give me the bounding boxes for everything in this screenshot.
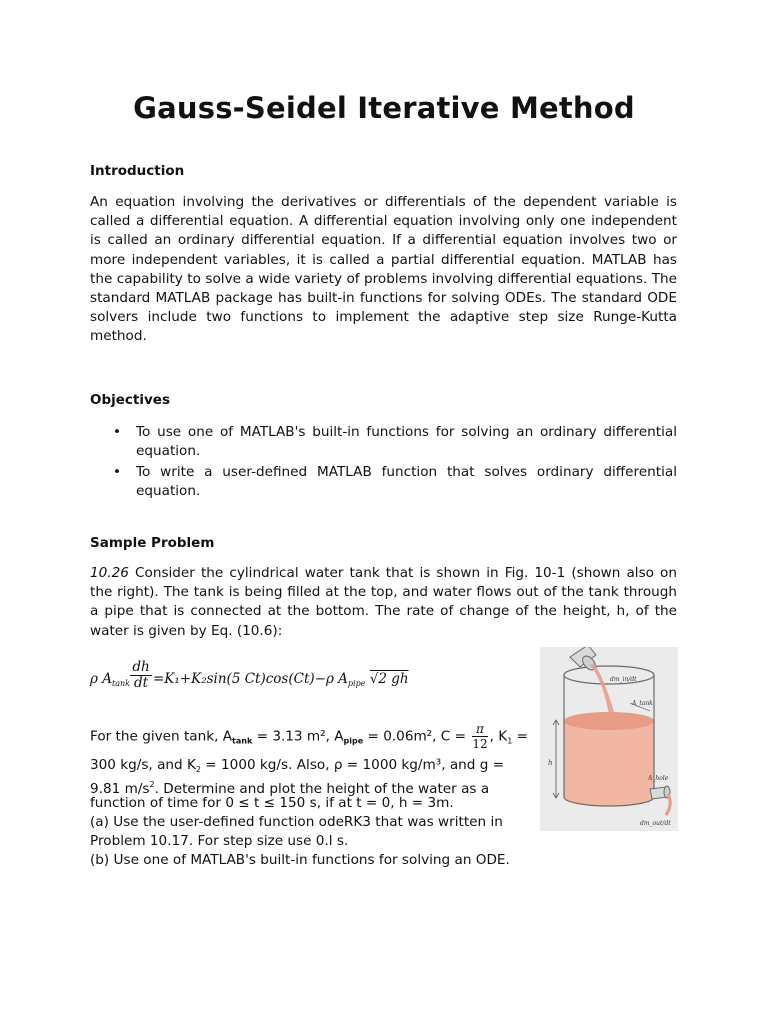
a-tank-label: A_tank xyxy=(632,700,653,707)
eq-lhs-text: ρ A xyxy=(90,671,112,687)
eq-derivative xyxy=(130,660,152,691)
water-body xyxy=(564,721,654,806)
intro-line: The standard MATLAB package has built-in functions for solving ODEs. The standard xyxy=(90,270,678,307)
objectives-heading: Objectives xyxy=(90,392,170,408)
given-text: 9.81 m/s xyxy=(90,781,150,797)
problem-line: through a pipe that is connected at the bottom. The rate of change of the height, h, xyxy=(90,584,677,620)
intro-line: the capability to solve a wide variety of problems involving differential equations. xyxy=(90,270,648,287)
eq-dh: dh xyxy=(130,660,152,676)
page-title: Gauss-Seidel Iterative Method xyxy=(133,91,635,125)
a-tank-sub: tank xyxy=(232,736,253,746)
problem-number: 10.26 xyxy=(90,565,129,581)
given-text: , K xyxy=(489,728,508,745)
dm-in-label: dm_in/dt xyxy=(610,676,637,683)
a-hole-label: A_hole xyxy=(648,775,669,782)
a-pipe-sub: pipe xyxy=(343,736,364,746)
given-row-4: function of time for 0 ≤ t ≤ 150 s, if at t = 0, h = 3m. xyxy=(90,795,454,811)
introduction-heading: Introduction xyxy=(90,163,185,179)
intro-line: is called an ordinary differential equation. If a differential equation involves two or xyxy=(90,232,677,249)
intro-line: An equation involving the derivatives or differentials of the dependent variable is xyxy=(90,194,677,210)
k2-sub: 2 xyxy=(195,765,201,774)
given-text: For the given tank, A xyxy=(90,728,233,745)
eq-rhs-text: =K₁+K₂sin(5 Ct)cos(Ct)−ρ A xyxy=(153,671,348,687)
given-row-1 xyxy=(90,722,528,751)
eq-lhs xyxy=(90,671,130,688)
given-text: . Determine and plot the height of the water as a xyxy=(154,781,490,797)
sample-problem-heading: Sample Problem xyxy=(90,535,215,551)
h-label: h xyxy=(548,759,553,767)
list-item: • To write a user-defined MATLAB function that solves ordinary differential equation. xyxy=(90,463,677,502)
problem-line: Consider the cylindrical water tank that is shown in Fig. 10-1 (shown also on xyxy=(135,565,677,581)
k1-sub: 1 xyxy=(507,736,513,746)
pi-symbol: π xyxy=(472,722,487,737)
water-surface xyxy=(564,712,654,730)
water-tank-illustration xyxy=(540,647,678,831)
intro-line: ODE solvers include two functions to implement the adaptive step size Runge-Kutta xyxy=(90,290,677,326)
problem-line: the right). The tank is being filled at the top, and water flows out of the tank xyxy=(90,584,619,601)
water-tank-figure xyxy=(540,647,678,831)
squared-sup: 2 xyxy=(149,780,155,789)
intro-line: called a differential equation. A differential equation involving only one independent xyxy=(90,213,677,230)
given-text: = 3.13 m², A xyxy=(252,728,344,745)
eq-rhs xyxy=(153,671,409,688)
twelve: 12 xyxy=(472,737,488,751)
eq-dt: dt xyxy=(133,675,149,691)
objectives-list xyxy=(90,423,677,502)
problem-line: of the water is given by Eq. (10.6): xyxy=(90,603,678,639)
introduction-paragraph xyxy=(90,193,677,347)
given-text: 300 kg/s, and K xyxy=(90,757,196,773)
eq-sqrt: √2 gh xyxy=(369,671,409,687)
eq-rhs-sub: pipe xyxy=(347,679,366,688)
intro-line: more independent variables, it is called a partial differential equation. MATLAB has xyxy=(90,251,677,268)
given-text: = 0.06m², C = xyxy=(363,728,471,745)
given-text: = xyxy=(512,728,528,745)
list-item: • To use one of MATLAB's built-in functions for solving an ordinary differential equation. xyxy=(90,423,677,462)
given-row-6: Problem 10.17. For step size use 0.l s. xyxy=(90,833,349,849)
pi-over-12 xyxy=(472,722,487,751)
sample-problem-paragraph xyxy=(90,564,677,641)
given-row-5: (a) Use the user-defined function odeRK3 that was written in xyxy=(90,814,503,830)
given-row-7: (b) Use one of MATLAB's built-in functions for solving an ODE. xyxy=(90,852,510,868)
eq-lhs-sub: tank xyxy=(111,679,130,688)
given-text: = 1000 kg/s. Also, ρ = 1000 kg/m³, and g = xyxy=(200,757,505,773)
dm-out-label: dm_out/dt xyxy=(640,820,671,827)
intro-line: method. xyxy=(90,328,147,345)
